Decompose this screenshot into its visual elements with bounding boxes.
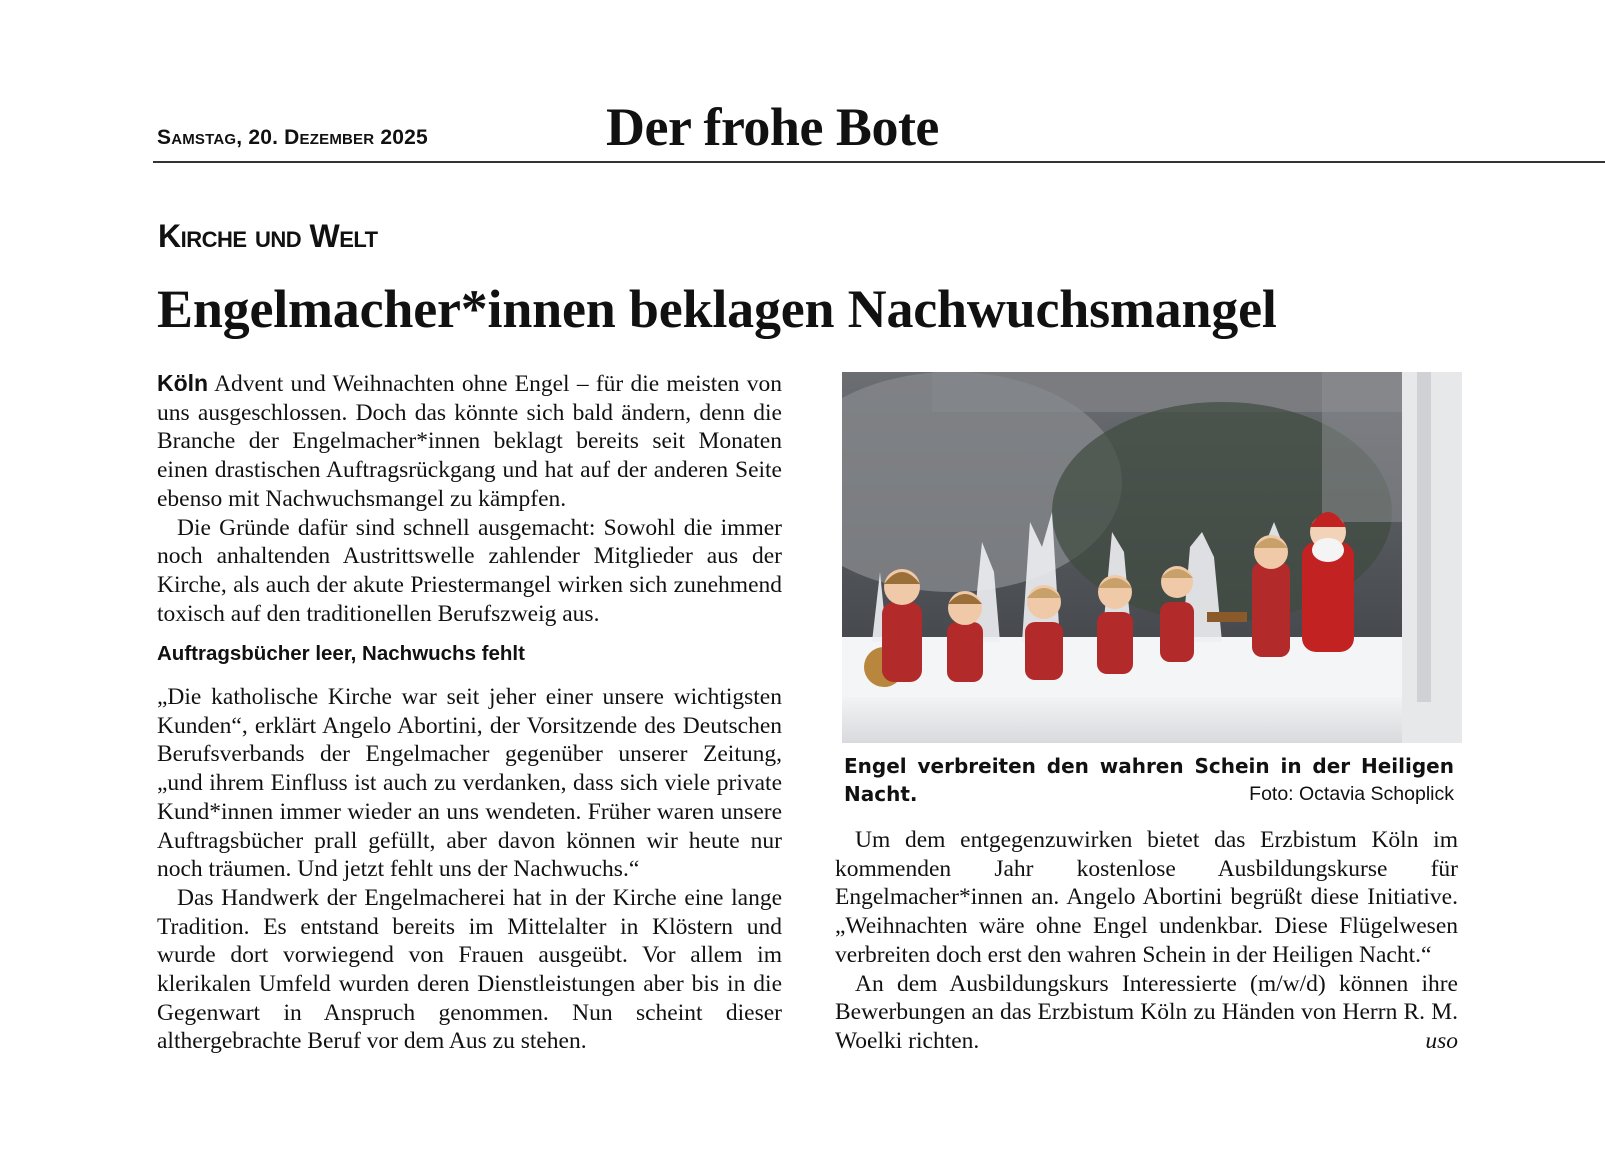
article-paragraph: „Die katholische Kirche war seit jeher einer unsere wichtigsten Kunden“, erklärt Angelo Abortini, der Vorsitzende des Deutschen Berufsverbands der Engelmacher gegenüber unserer Zeitung, „und ihrem Einfluss ist auch zu verdanken, dass sich viele private Kund*innen immer wieder an uns wendeten. Früher waren unsere Auftragsbücher prall gefüllt, aber davon können wir heute nur noch träumen. Und jetzt fehlt uns der Nachwuchs.“ (157, 684, 782, 883)
caption-text: Engel verbreiten den wahren Schein in der Heiligen Nacht. (844, 754, 1454, 806)
paragraph-text: Advent und Weihnachten ohne Engel – für die meisten von uns ausgeschlossen. Doch das könnte sich bald ändern, denn die Branche der Engelmacher*innen beklagt bereits seit Monaten einen drastischen Auftragsrückgang und hat auf der anderen Seite ebenso mit Nachwuchsmangel zu kämpfen. (157, 371, 782, 512)
article-photo (842, 372, 1462, 743)
photo-caption (844, 752, 1454, 808)
author-initials: uso (1425, 1027, 1458, 1054)
section-title: Kirche und Welt (158, 218, 378, 254)
article-paragraph: Um dem entgegenzuwirken bietet das Erzbistum Köln im kommenden Jahr kostenlose Ausbildungskurse für Engelmacher*innen an. Angelo Abortini begrüßt diese Initiative. „Weihnachten wäre ohne Engel undenkbar. Diese Flügelwesen verbreiten doch erst den wahren Schein in der Heiligen Nacht.“ (835, 827, 1458, 968)
article-headline: Engelmacher*innen beklagen Nachwuchsmangel (157, 279, 1277, 339)
newspaper-title: Der frohe Bote (606, 97, 939, 157)
article-paragraph: Die Gründe dafür sind schnell ausgemacht: Sowohl die immer noch anhaltenden Austrittswelle zahlender Mitglieder aus der Kirche, als auch der akute Priestermangel wirken sich zunehmend toxisch auf den traditionellen Berufszweig aus. (157, 514, 782, 627)
dateline: Köln (157, 370, 209, 396)
article-column-left (157, 369, 782, 1056)
header-rule (153, 161, 1605, 163)
photo-credit: Foto: Octavia Schoplick (1249, 783, 1454, 805)
angel-figurines-photo (842, 372, 1462, 743)
article-paragraph (835, 970, 1458, 1056)
issue-date: Samstag, 20. Dezember 2025 (157, 126, 428, 149)
article-subheading: Auftragsbücher leer, Nachwuchs fehlt (157, 642, 525, 666)
paragraph-text: An dem Ausbildungskurs Interessierte (m/w/d) können ihre Bewerbungen an das Erzbistum Köln zu Händen von Herrn R. M. Woelki richten. (835, 970, 1458, 1054)
article-paragraph: Das Handwerk der Engelmacherei hat in der Kirche eine lange Tradition. Es entstand bereits im Mittelalter in Klöstern und wurde dort vorwiegend von Frauen ausgeübt. Vor allem im klerikalen Umfeld wurden deren Dienstleistungen aber bis in die Gegenwart in Anspruch genommen. Nun scheint dieser althergebrachte Beruf vor dem Aus zu stehen. (157, 884, 782, 1055)
article-column-right (835, 826, 1458, 1056)
article-paragraph (157, 369, 782, 514)
